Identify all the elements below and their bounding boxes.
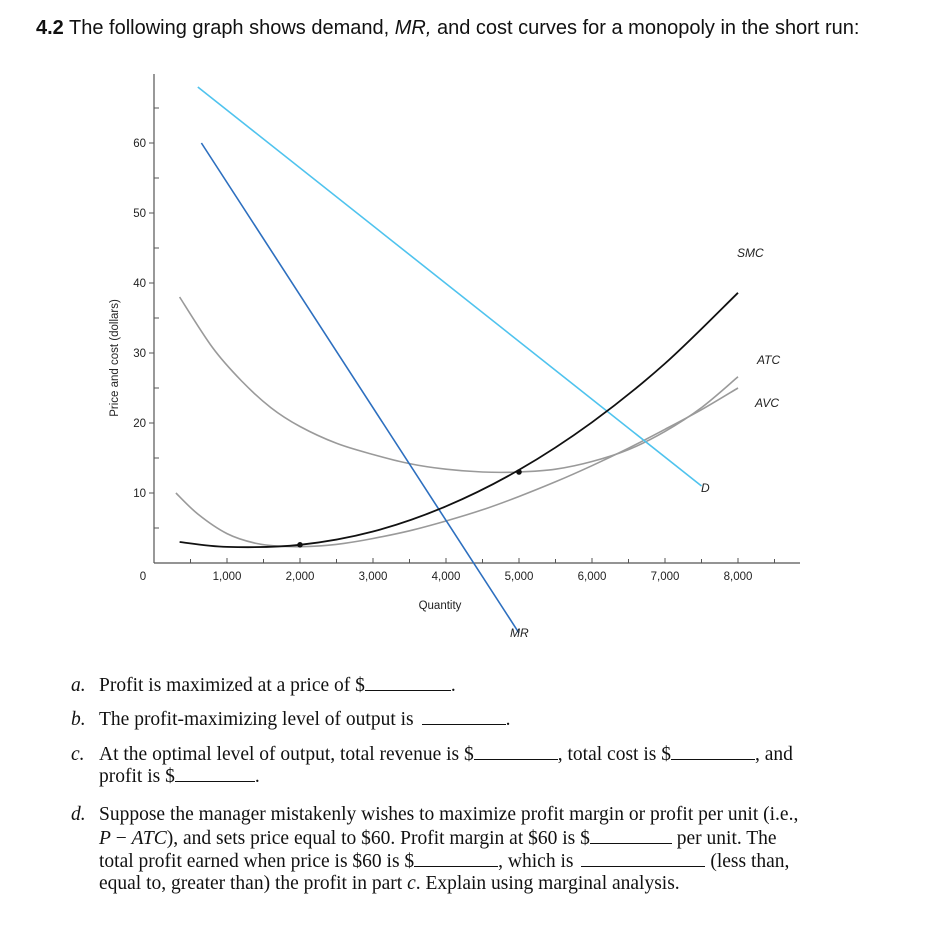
- label-smc: SMC: [737, 246, 764, 260]
- answer-d-margin-blank[interactable]: [590, 826, 672, 844]
- answer-c-profit-blank[interactable]: [175, 764, 255, 782]
- question-d-part-c: c: [407, 873, 416, 894]
- question-a-text: Profit is maximized at a price of $: [99, 675, 365, 696]
- x-tick-label: 7,000: [650, 571, 680, 583]
- y-tick-label: 60: [133, 138, 146, 150]
- problem-number: 4.2: [36, 17, 64, 39]
- question-d-line3-which: , which is: [498, 851, 574, 872]
- question-b-text: The profit-maximizing level of output is: [99, 709, 414, 730]
- question-d-line4-end: . Explain using marginal analysis.: [415, 873, 680, 894]
- y-tick-label: 30: [133, 348, 146, 360]
- question-c-text4: profit is $: [99, 766, 175, 787]
- title-mr: MR,: [394, 17, 432, 39]
- answer-a-blank[interactable]: [365, 673, 451, 691]
- question-c-letter: c.: [71, 744, 85, 765]
- x-tick-label: 6,000: [577, 571, 607, 583]
- question-d-line4: [99, 872, 680, 895]
- y-axis-ticks: [133, 108, 159, 528]
- question-a-end: .: [450, 675, 456, 696]
- question-c-end: .: [254, 766, 260, 787]
- question-d-line2-text: ), and sets price equal to $60. Profit margin at $60 is $: [166, 828, 590, 849]
- label-mr: MR: [510, 626, 529, 640]
- curve-avc: [176, 388, 738, 547]
- y-axis-title: Price and cost (dollars): [109, 299, 121, 417]
- origin-label: 0: [139, 571, 147, 583]
- question-c-text2: , total cost is $: [557, 744, 671, 765]
- answer-d-profit-blank[interactable]: [414, 849, 498, 867]
- curve-intersection-point: [516, 469, 522, 475]
- x-tick-label: 1,000: [212, 571, 242, 583]
- label-d: D: [701, 481, 710, 495]
- question-a: [71, 673, 456, 697]
- x-tick-label: 2,000: [285, 571, 315, 583]
- x-tick-label: 8,000: [723, 571, 753, 583]
- question-d-p: P: [99, 828, 111, 849]
- question-b-end: .: [505, 709, 511, 730]
- question-d-line3-end: (less than,: [705, 851, 790, 872]
- curve-smc: [180, 293, 738, 547]
- x-tick-label: 5,000: [504, 571, 534, 583]
- question-c-text3: , and: [754, 744, 793, 765]
- question-d-atc: ATC: [131, 828, 167, 849]
- y-tick-label: 50: [133, 208, 146, 220]
- answer-c-cost-blank[interactable]: [671, 742, 755, 760]
- chart-curves: [176, 87, 738, 633]
- answer-b-blank[interactable]: [422, 707, 506, 725]
- question-c-text1: At the optimal level of output, total revenue is $: [99, 744, 474, 765]
- x-tick-label: 3,000: [358, 571, 388, 583]
- y-tick-label: 40: [133, 278, 146, 290]
- x-axis-ticks: [191, 558, 775, 583]
- question-d-line3: [99, 849, 789, 873]
- y-tick-label: 10: [133, 488, 146, 500]
- question-c: [71, 742, 793, 766]
- curve-d: [198, 87, 702, 486]
- answer-d-comparison-blank[interactable]: [581, 849, 705, 867]
- label-atc: ATC: [757, 353, 781, 367]
- x-tick-label: 4,000: [431, 571, 461, 583]
- question-b: [71, 707, 511, 731]
- question-d-line2: [99, 826, 777, 850]
- question-d: [71, 803, 798, 826]
- question-c-line2: [99, 764, 260, 788]
- curve-atc: [180, 297, 738, 472]
- answer-c-revenue-blank[interactable]: [474, 742, 558, 760]
- question-a-letter: a.: [71, 675, 86, 696]
- question-d-minus: −: [110, 828, 132, 849]
- question-d-line4-text: equal to, greater than) the profit in part: [99, 873, 408, 894]
- x-axis-title: Quantity: [418, 600, 462, 612]
- question-b-letter: b.: [71, 709, 86, 730]
- question-d-letter: d.: [71, 804, 86, 825]
- question-d-line1: Suppose the manager mistakenly wishes to maximize profit margin or profit per unit (i.e.,: [99, 804, 799, 825]
- label-avc: AVC: [755, 396, 780, 410]
- y-tick-label: 20: [133, 418, 146, 430]
- question-d-line3-text: total profit earned when price is $60 is $: [99, 851, 415, 872]
- curve-intersection-point: [297, 542, 303, 548]
- title-text-before: The following graph shows demand,: [63, 17, 395, 39]
- question-d-line2-end: per unit. The: [671, 828, 777, 849]
- title-text-after: and cost curves for a monopoly in the short run:: [431, 17, 860, 39]
